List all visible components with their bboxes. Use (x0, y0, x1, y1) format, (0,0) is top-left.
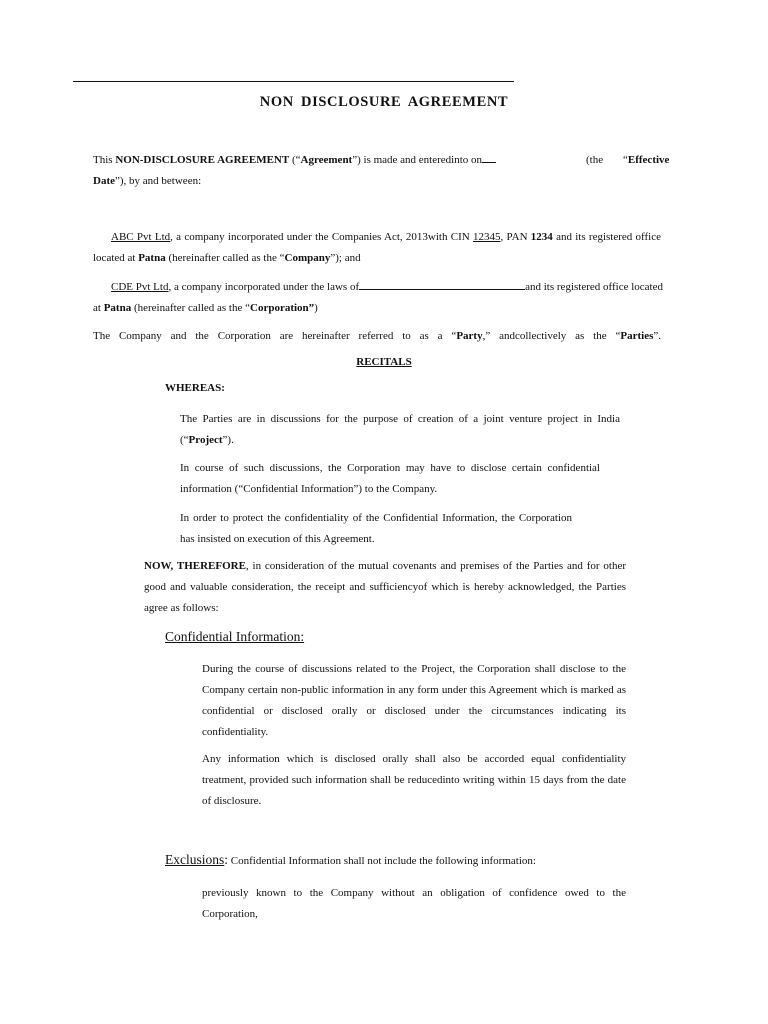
recital-1: The Parties are in discussions for the purpose of creation of a joint venture project in India (“Project”). (180, 413, 620, 446)
recitals-heading: RECITALS (356, 356, 412, 368)
now-therefore-paragraph: NOW, THEREFORE, in consideration of the mutual covenants and premises of the Parties and for other good and valuable consideration, the receipt and sufficiencyof which is hereby acknowledged, the Parties agree as follows: (144, 560, 626, 614)
document-title: NON DISCLOSURE AGREEMENT (259, 94, 509, 110)
party1-paragraph: ABC Pvt Ltd, a company incorporated under the Companies Act, 2013with CIN 12345, PAN 1234 and its registered office located at Patna (hereinafter called as the “Company”); and (93, 231, 662, 264)
recital-2: In course of such discussions, the Corporation may have to disclose certain confidential information (“Confidential Information”) to the Company. (180, 462, 600, 495)
party2-paragraph: CDE Pvt Ltd, a company incorporated under the laws of and its registered office located at Patna (hereinafter called as the “Corporation”) (93, 277, 663, 319)
ci-paragraph-2: Any information which is disclosed orally shall also be accorded equal confidentiality treatment, provided such information shall be reducedinto writing within 15 days from the date of disclosure. (202, 753, 626, 807)
date-blank (482, 151, 496, 163)
confidential-information-heading: Confidential Information: (165, 629, 305, 644)
intro-line-2: Date”), by and between: (93, 175, 202, 187)
laws-blank (359, 278, 525, 290)
ci-paragraph-1: During the course of discussions related to the Project, the Corporation shall disclose to the Company certain non-public information in any form under this Agreement which is marked as confidential or disclosed orally or disclosed under the circumstances indicating its confidentiality. (202, 663, 626, 738)
recital-3: In order to protect the confidentiality of the Confidential Information, the Corporation has insisted on execution of this Agreement. (180, 512, 572, 545)
intro-effective: “Effective (623, 154, 670, 166)
top-rule (73, 81, 514, 82)
parties-paragraph: The Company and the Corporation are hereinafter referred to as a “Party,” andcollectively as the “Parties”. (93, 330, 662, 342)
exclusion-item-1: previously known to the Company without an obligation of confidence owed to the Corporation, (202, 887, 626, 920)
intro-line-1: This NON-DISCLOSURE AGREEMENT (“Agreement”) is made and enteredinto on (93, 150, 496, 171)
whereas-label: WHEREAS: (165, 382, 225, 394)
intro-the: (the (586, 154, 604, 166)
exclusions-heading: Exclusions: Confidential Information shall not include the following information: (165, 852, 536, 867)
